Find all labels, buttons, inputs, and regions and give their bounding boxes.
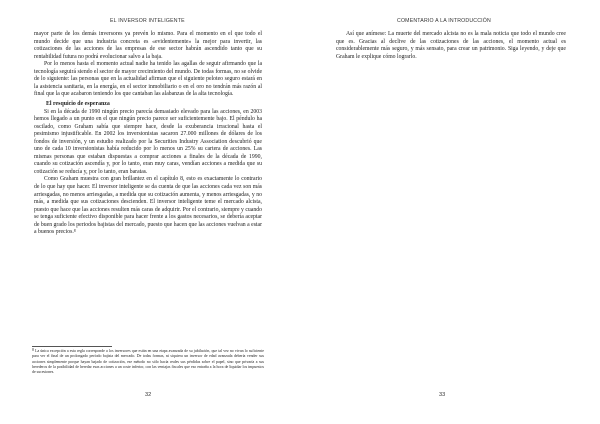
paragraph: mayor parte de los demás inversores ya prevén lo mismo. Para el momento en el que todo el mundo decide que una industria concreta es «evidentemente» la mejor para invertir, las cotizaciones de las acciones de las empresas de ese sector habrán ascendido tanto que su rentabilidad futura no podrá evolucionar salvo a la baja. (34, 31, 262, 60)
right-page-body (336, 31, 566, 61)
paragraph: Así que anímese: La muerte del mercado alcista no es la mala noticia que todo el mundo cree que es. Gracias al declive de las cotizaciones de las acciones, el momento actual es considerablemente más seguro, y más sensato, para crear un patrimonio. Siga leyendo, y deje que Graham le explique cómo lograrlo. (336, 31, 566, 60)
paragraph: Por lo menos hasta el momento actual nadie ha tenido las agallas de seguir afirmando que la tecnología seguirá siendo el sector de mayor crecimiento del mundo. De todas formas, no se olvide de lo siguiente: las personas que en la actualidad afirman que el siguiente peloteo seguro estará en la asistencia sanitaria, en la energía, en el sector inmobiliario o en el oro no tendrán más razón al final que la que acabaron teniendo los que cantaban las alabanzas de la alta tecnología. (34, 61, 262, 98)
running-header-right: COMENTARIO A LA INTRODUCCIÓN (397, 18, 491, 24)
page-number-left: 32 (145, 392, 152, 398)
page-number-right: 33 (439, 392, 446, 398)
right-page (300, 0, 600, 424)
running-header-left: EL INVERSOR INTELIGENTE (110, 18, 185, 24)
section-heading: El resquicio de esperanza (46, 100, 110, 107)
footnote (32, 349, 264, 375)
footnote-marker: 8 (32, 348, 34, 352)
paragraph-text: Como Graham muestra con gran brillantez en el capítulo 8, esto es exactamente lo contrario de lo que hay que hacer. El inversor inteligente se da cuenta de que las acciones cada vez son más arriesgadas, no menos arriesgadas, a medida que su cotización aumenta, y menos arriesgadas, y no más, a medida que sus cotizaciones descienden. El inversor inteligente teme el mercado alcista, puesto que hace que las acciones resulten más caras de adquirir. Por el contrario, siempre y cuando se tenga suficiente efectivo disponible para hacer frente a los gastos necesarios, se debería aceptar de buen grado los periodos bajistas del mercado, puesto que hacen que las acciones vuelvan a estar a buenos precios. (34, 176, 262, 236)
left-page-body (34, 31, 262, 237)
footnote-rule (32, 346, 112, 347)
footnote-text: La única excepción a esta regla corresponde a los inversores que están en una etapa avanzada de su jubilación, que tal vez no vivan lo suficiente para ver el final de un prolongado período bajista del mercado. De todas formas, ni siquiera un inversor de edad avanzada debería vender sus acciones simplemente porque hayan bajado de cotización, ese método no sólo hacía reales sus pérdidas sobre el papel, sino que privaría a sus herederos de la posibilidad de heredar esas acciones a un coste inferior, con las ventajas fiscales que eso entraña a la hora de liquidar los impuestos de sucesiones. (32, 349, 264, 375)
paragraph: Si en la década de 1990 ningún precio parecía demasiado elevado para las acciones, en 2003 hemos llegado a un punto en el que ningún precio parece ser suficientemente bajo. El péndulo ha oscilado, como Graham sabía que siempre hace, desde la exuberancia irracional hasta el pesimismo injustificable. En 2002 los inversionistas sacaron 27.000 millones de dólares de los fondos de inversión, y un estudio realizado por la Securities Industry Association descubrió que uno de cada 10 inversionistas había reducido por lo menos un 25% su cartera de acciones. Las mismas personas que estaban dispuestas a comprar acciones a finales de la década de 1990, cuando su cotización ascendía y, por lo tanto, eran muy caras, vendían acciones a medida que su cotización se reducía y, por lo tanto, eran baratas. (34, 108, 262, 175)
paragraph (34, 176, 262, 236)
footnote-reference: 8 (73, 229, 76, 234)
